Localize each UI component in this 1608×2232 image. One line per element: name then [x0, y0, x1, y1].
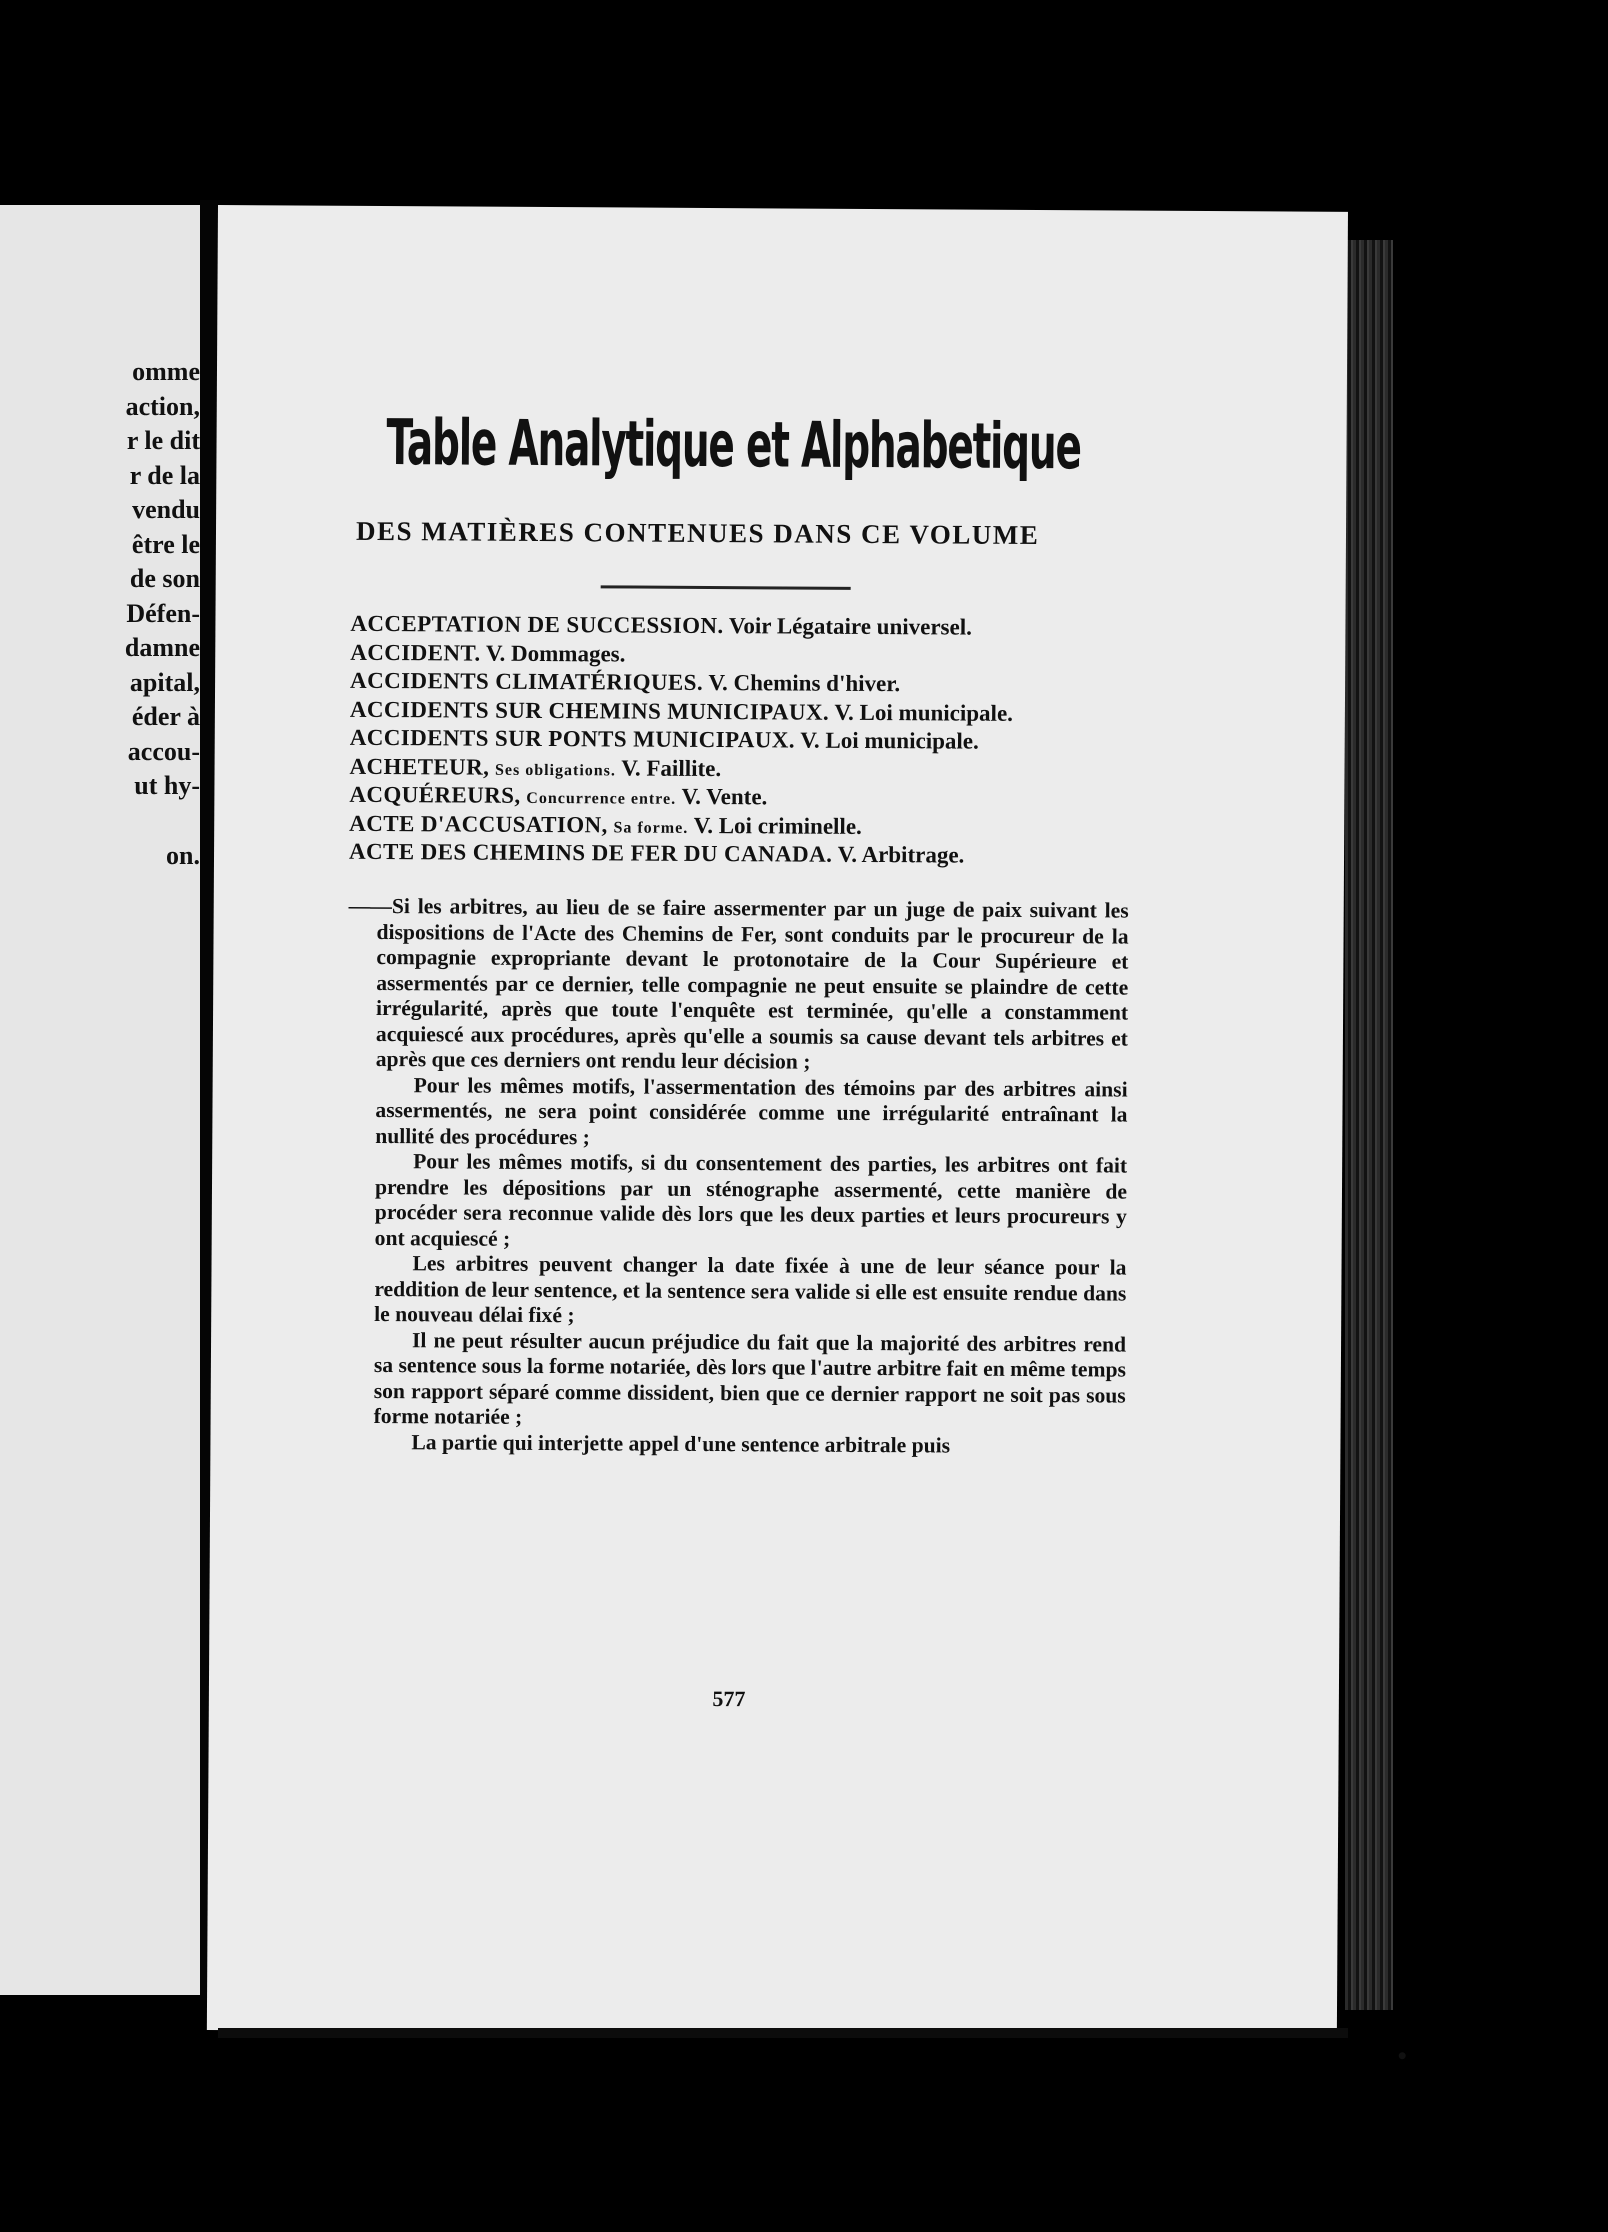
left-line: r le dit: [126, 426, 200, 455]
entry-heading: ACTE D'ACCUSATION,: [349, 810, 608, 837]
left-line: de son: [129, 564, 200, 593]
entry-reference: V. Loi municipale.: [834, 699, 1014, 726]
left-line: apital,: [129, 667, 200, 697]
em-dash: ——: [348, 893, 392, 919]
left-page-text: [7, 355, 200, 873]
entry-heading: ACCIDENTS SUR PONTS MUNICIPAUX.: [349, 724, 796, 753]
body-paragraph: Pour les mêmes motifs, l'assermentation des témoins par des arbitres ainsi assermentés, ne sera point considérée comme une irrégularité entraînant la nullité des procédures ;: [375, 1072, 1128, 1149]
left-facing-page: [0, 205, 200, 1995]
entry-reference: V. Chemins d'hiver.: [708, 670, 901, 697]
body-paragraph: Pour les mêmes motifs, si du consentement des parties, les arbitres ont fait prendre les dépositions par un sténographe assermenté, cette manière de procéder sera reconnue valide dès lors que les deux parties et leurs procureurs y ont acquiescé ;: [374, 1149, 1128, 1251]
index-entries: [349, 611, 1131, 872]
page-subtitle: DES MATIÈRES CONTENUES DANS CE VOLUME: [355, 515, 1040, 551]
left-line: être le: [131, 529, 200, 559]
page-title: Table Analytique et Alphabetique: [386, 406, 1081, 484]
entry-heading: ACCEPTATION DE SUCCESSION.: [350, 610, 724, 639]
left-line: Défen-: [126, 598, 200, 628]
entry-reference: V. Loi criminelle.: [693, 812, 862, 839]
entry-heading: ACHETEUR,: [349, 753, 490, 780]
entry-body: [345, 894, 1128, 1460]
entry-reference: V. Loi municipale.: [800, 727, 979, 754]
page-bottom-shadow: [218, 2028, 1348, 2038]
left-line: vendu: [132, 495, 200, 524]
entry-heading: ACCIDENTS CLIMATÉRIQUES.: [350, 667, 704, 695]
index-entry: [349, 839, 1129, 872]
left-gap: [7, 804, 82, 839]
page-edges: [1345, 240, 1393, 2010]
entry-subheading: Sa forme.: [613, 818, 689, 837]
left-line: omme: [132, 357, 200, 386]
page-number: 577: [712, 1686, 746, 1712]
left-line: action,: [125, 391, 200, 421]
left-line: on.: [166, 840, 200, 870]
paragraph-text: Si les arbitres, au lieu de se faire assermenter par un juge de paix suivant les dispositions de l'Acte des Chemins de Fer, sont conduits par le procureur de la compagnie expropriante devant le protonotaire de la Cour Supérieure et assermentés par ce dernier, telle compagnie ne peut ensuite se plaindre de cette irrégularité, après que toute l'enquête est terminée, qu'elle a constamment acquiescé aux procédures, après qu'elle a soumis sa cause devant tels arbitres et après que ces derniers ont rendu leur décision ;: [375, 894, 1129, 1074]
body-paragraph: [348, 894, 1129, 1077]
entry-reference: V. Vente.: [681, 783, 768, 810]
entry-subheading: Ses obligations.: [494, 761, 616, 779]
left-line: accou-: [127, 736, 200, 766]
entry-reference: V. Dommages.: [485, 640, 626, 666]
right-page: [207, 205, 1348, 2037]
entry-heading: ACCIDENTS SUR CHEMINS MUNICIPAUX.: [349, 696, 830, 725]
entry-reference: Voir Légataire universel.: [728, 613, 972, 640]
entry-subheading: Concurrence entre.: [526, 789, 677, 808]
ink-dot: [1399, 2052, 1406, 2059]
body-paragraph: Les arbitres peuvent changer la date fixée à une de leur séance pour la reddition de leur sentence, et la sentence sera valide si elle est ensuite rendue dans le nouveau délai fixé ;: [374, 1251, 1127, 1328]
title-rule: [601, 585, 851, 590]
body-paragraph: Il ne peut résulter aucun préjudice du fait que la majorité des arbitres rend sa sentence sous la forme notariée, dès lors que l'autre arbitre fait en même temps son rapport séparé comme dissident, bien que ce dernier rapport ne soit pas sous forme notariée ;: [373, 1327, 1127, 1429]
entry-reference: V. Faillite.: [621, 754, 722, 781]
entry-heading: ACTE DES CHEMINS DE FER DU CANADA.: [348, 838, 833, 867]
left-line: éder à: [131, 702, 200, 731]
entry-heading: ACQUÉREURS,: [349, 781, 521, 808]
left-line: r de la: [129, 460, 200, 490]
left-line: ut hy-: [134, 771, 200, 800]
body-paragraph: La partie qui interjette appel d'une sentence arbitrale puis: [411, 1429, 951, 1457]
entry-reference: V. Arbitrage.: [837, 841, 965, 868]
left-line: damne: [124, 633, 200, 662]
entry-heading: ACCIDENT.: [350, 639, 481, 666]
